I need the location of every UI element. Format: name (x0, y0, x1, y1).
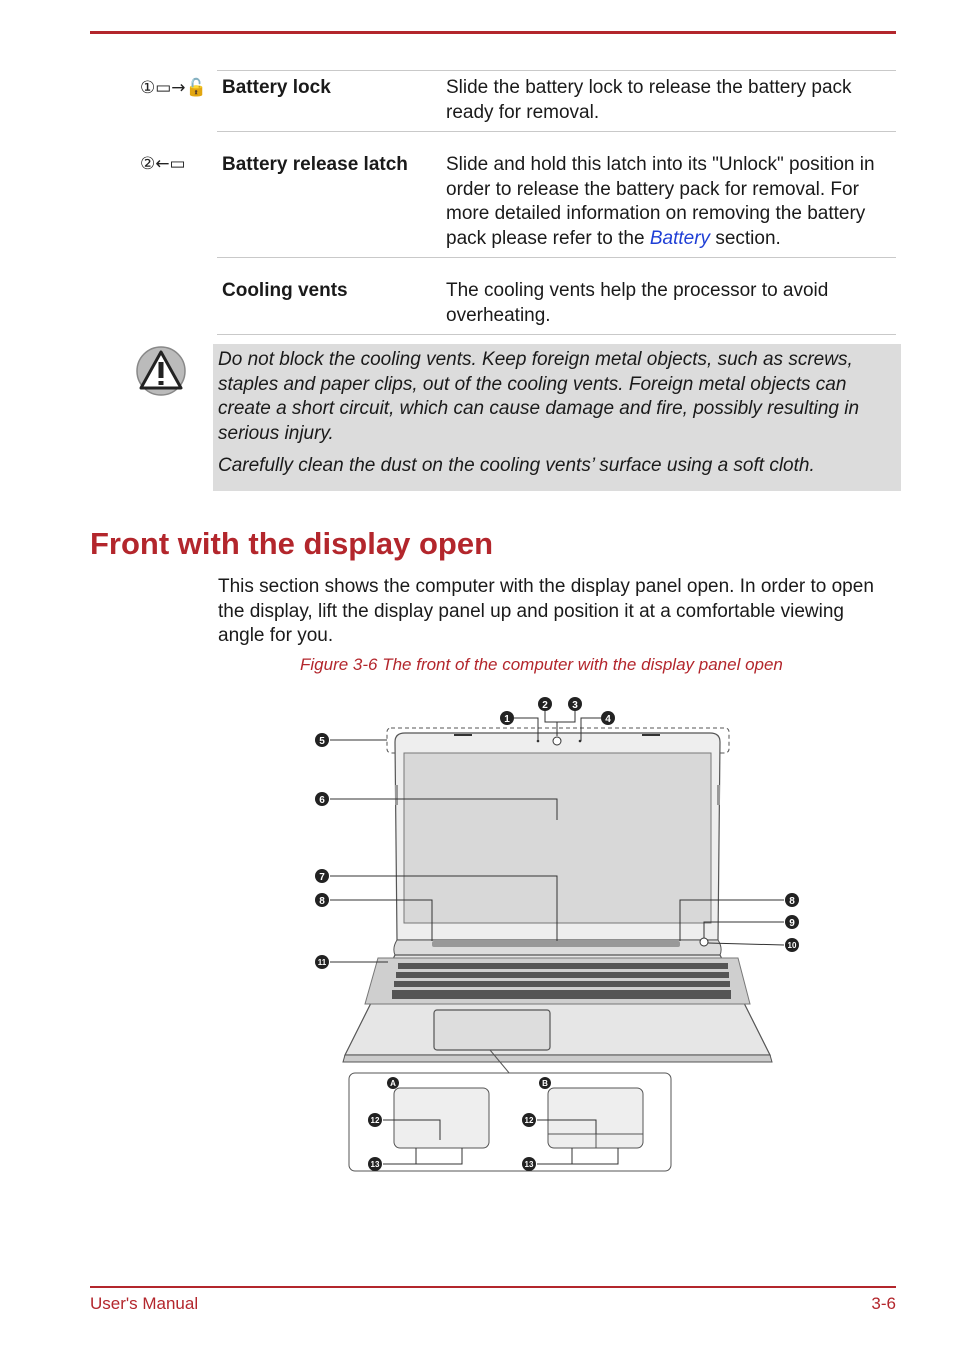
svg-text:9: 9 (789, 918, 795, 929)
term-battery-release-latch: Battery release latch (222, 154, 408, 175)
callout-8-right (785, 893, 799, 907)
section-body: This section shows the computer with the display panel open. In order to open the display, lift the display panel up and position it at a comfortable viewing angle for you. (218, 576, 874, 646)
svg-text:10: 10 (787, 941, 797, 950)
svg-text:2: 2 (542, 700, 548, 711)
svg-text:6: 6 (319, 795, 325, 806)
battery-lock-icon: ①▭→🔓 (140, 78, 207, 98)
term-cooling-vents: Cooling vents (222, 280, 348, 301)
footer-rule (90, 1286, 896, 1288)
desc-battery-release-latch: Slide and hold this latch into its "Unlock" position in order to release the battery pack for removal. For more detailed information on removing the battery pack please refer to the Battery section. (446, 154, 875, 249)
svg-text:A: A (390, 1079, 396, 1088)
warning-box (213, 344, 901, 491)
svg-text:5: 5 (319, 736, 325, 747)
warning-triangle-icon (135, 345, 187, 397)
table-row (217, 70, 896, 131)
callout-11 (315, 955, 329, 969)
callout-3 (568, 697, 582, 711)
svg-text:13: 13 (524, 1160, 534, 1169)
callout-5 (315, 733, 329, 747)
desc-battery-lock: Slide the battery lock to release the battery pack ready for removal. (446, 77, 852, 123)
header-rule (90, 31, 896, 34)
callout-13-b (522, 1157, 536, 1171)
battery-release-icon: ②←▭ (140, 154, 186, 174)
table-row (217, 257, 896, 335)
laptop-figure (300, 690, 820, 1180)
warning-text-2: Carefully clean the dust on the cooling vents’ surface using a soft cloth. (218, 455, 815, 476)
svg-text:13: 13 (370, 1160, 380, 1169)
footer-title: User's Manual (90, 1294, 199, 1313)
svg-text:8: 8 (319, 896, 325, 907)
parts-table (217, 70, 896, 335)
page-number: 3-6 (871, 1294, 896, 1313)
callout-12-a (368, 1113, 382, 1127)
table-row (217, 131, 896, 257)
svg-text:11: 11 (317, 958, 327, 967)
svg-text:4: 4 (605, 714, 611, 725)
callout-7 (315, 869, 329, 883)
svg-text:3: 3 (572, 700, 578, 711)
svg-text:8: 8 (789, 896, 795, 907)
callout-4 (601, 711, 615, 725)
svg-text:B: B (542, 1079, 548, 1088)
svg-text:1: 1 (504, 714, 510, 725)
term-battery-lock: Battery lock (222, 77, 331, 98)
svg-text:12: 12 (524, 1116, 534, 1125)
callout-12-b (522, 1113, 536, 1127)
svg-text:7: 7 (319, 872, 325, 883)
battery-link[interactable]: Battery (649, 227, 711, 249)
inset-b-label (539, 1077, 551, 1089)
callout-9 (785, 915, 799, 929)
warning-text: Do not block the cooling vents. Keep foreign metal objects, such as screws, staples and paper clips, out of the cooling vents. Foreign metal objects can create a short circuit, which can cause damage and fire, possibly resulting in serious injury. (218, 349, 860, 444)
callout-10 (785, 938, 799, 952)
section-title: Front with the display open (90, 526, 493, 561)
callout-6 (315, 792, 329, 806)
svg-text:12: 12 (370, 1116, 380, 1125)
figure-caption: Figure 3-6 The front of the computer with the display panel open (300, 655, 783, 674)
callout-8-left (315, 893, 329, 907)
callout-13-a (368, 1157, 382, 1171)
desc-cooling-vents: The cooling vents help the processor to avoid overheating. (446, 280, 829, 326)
inset-a-label (387, 1077, 399, 1089)
callout-1 (500, 711, 514, 725)
callout-2 (538, 697, 552, 711)
